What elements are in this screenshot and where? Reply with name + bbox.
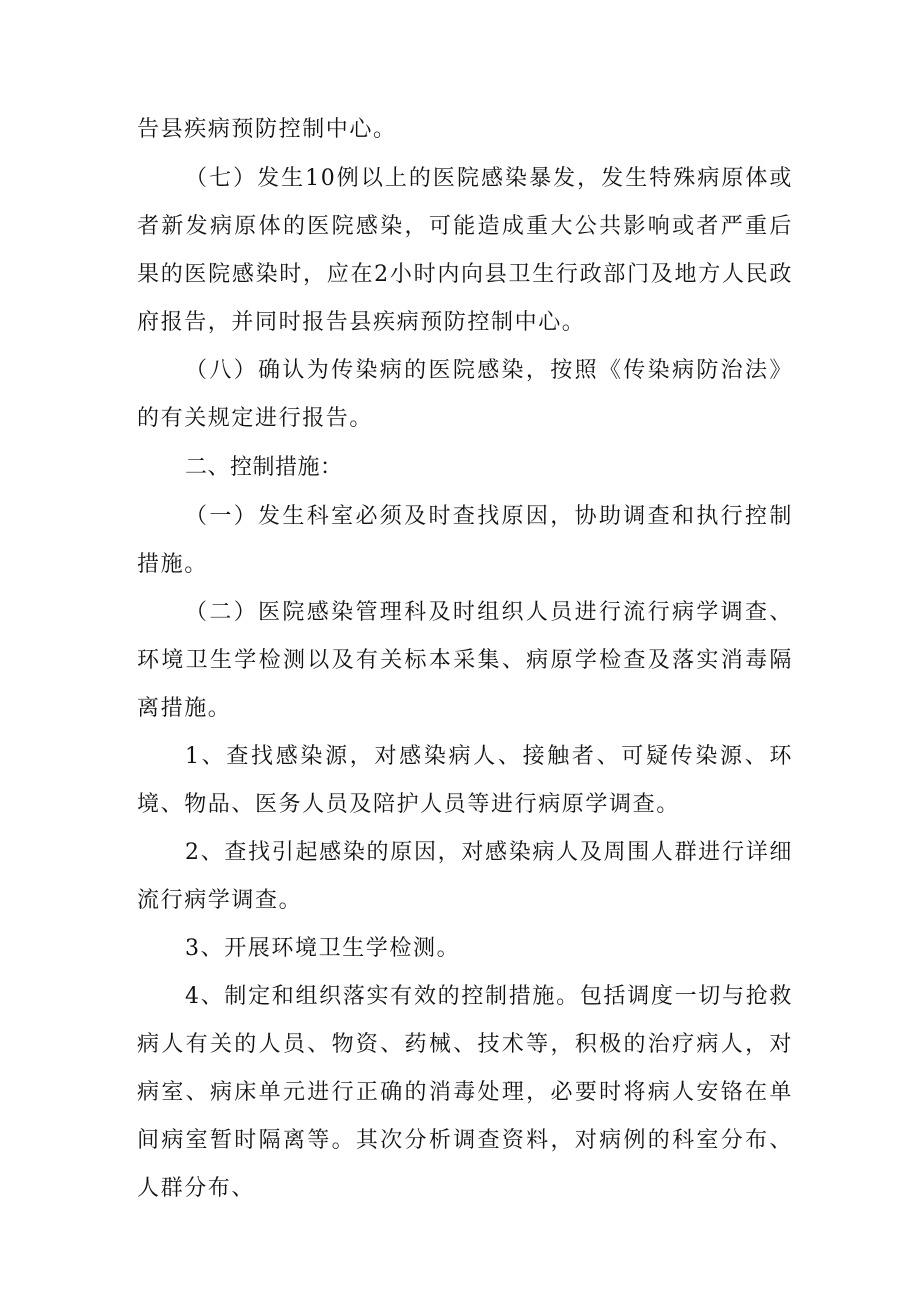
paragraph-control-1: （一）发生科室必须及时查找原因，协助调查和执行控制措施。 (137, 504, 793, 577)
paragraph-step-2: 2、查找引起感染的原因，对感染病人及周围人群进行详细流行病学调查。 (137, 840, 793, 913)
paragraph-step-4: 4、制定和组织落实有效的控制措施。包括调度一切与抢救病人有关的人员、物资、药械、技术等，积极的治疗病人，对病室、病床单元进行正确的消毒处理，必要时将病人安铬在单间病室暂时隔离等。其次分析调查资料，对病例的科室分布、人群分布、 (137, 984, 793, 1201)
section-heading-control-measures: 二、控制措施： (185, 455, 343, 480)
paragraph-control-2: （二）医院感染管理科及时组织人员进行流行病学调查、环境卫生学检测以及有关标本采集、病原学检查及落实消毒隔离措施。 (137, 600, 793, 721)
paragraph-step-1: 1、查找感染源，对感染病人、接触者、可疑传染源、环境、物品、医务人员及陪护人员等进行病原学调查。 (137, 744, 793, 817)
paragraph-item-8: （八）确认为传染病的医院感染，按照《传染病防治法》的有关规定进行报告。 (137, 358, 793, 431)
paragraph-continuation: 告县疾病预防控制中心。 (137, 117, 397, 142)
paragraph-step-3: 3、开展环境卫生学检测。 (185, 936, 461, 961)
paragraph-item-7: （七）发生10例以上的医院感染暴发，发生特殊病原体或者新发病原体的医院感染，可能造成重大公共影响或者严重后果的医院感染时，应在2小时内向县卫生行政部门及地方人民政府报告，并同时报告县疾病预防控制中心。 (137, 166, 793, 335)
